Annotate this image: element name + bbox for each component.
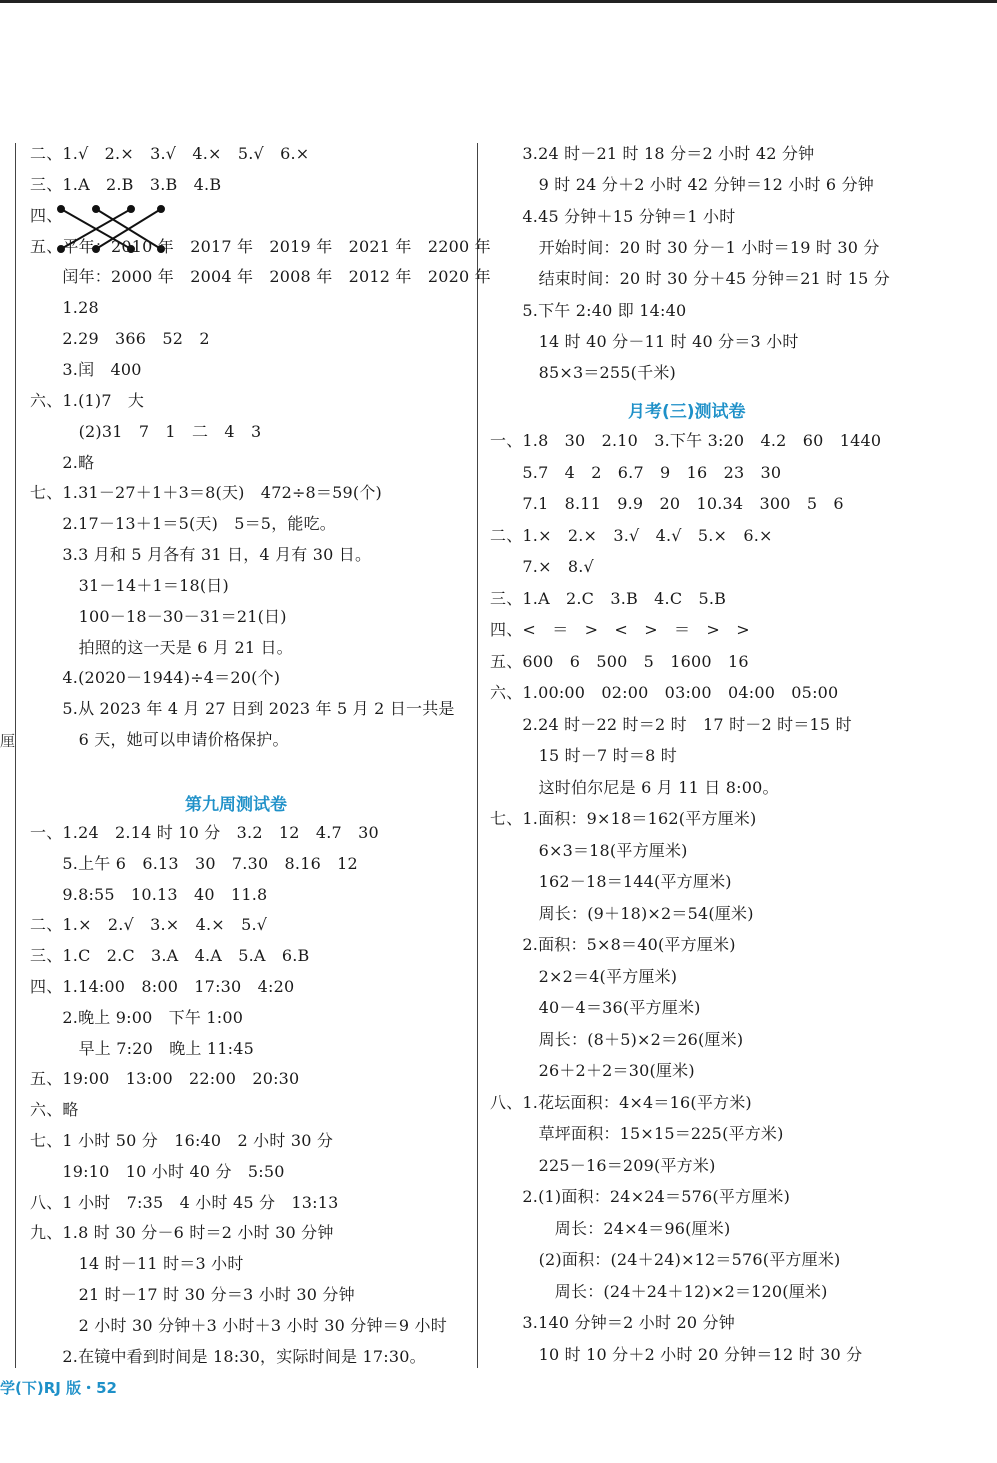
answer-line: 5.下午 2:40 即 14:40 bbox=[490, 300, 687, 320]
answer-line: 草坪面积：15×15＝225(平方米) bbox=[490, 1124, 784, 1143]
answer-line: 早上 7:20 晚上 11:45 bbox=[30, 1038, 255, 1058]
answer-line: 四、< ＝ > < > ＝ > > bbox=[490, 620, 750, 639]
answer-line: 一、1.8 30 2.10 3.下午 3:20 4.2 60 1440 bbox=[490, 431, 882, 450]
answer-line: 二、1.× 2.√ 3.× 4.× 5.√ bbox=[30, 915, 268, 935]
heading-monthly-test: 月考(三)测试卷 bbox=[628, 402, 746, 422]
top-rule bbox=[0, 0, 997, 3]
answer-line: 七、1.31－27＋1＋3＝8(天) 472÷8＝59(个) bbox=[30, 483, 382, 503]
answer-line: 2.在镜中看到时间是 18:30，实际时间是 17:30。 bbox=[30, 1346, 426, 1366]
answer-line: 周长：(9＋18)×2＝54(厘米) bbox=[490, 903, 754, 923]
answer-line: 开始时间：20 时 30 分－1 小时＝19 时 30 分 bbox=[490, 237, 880, 257]
answer-line: 3.3 月和 5 月各有 31 日，4 月有 30 日。 bbox=[30, 545, 372, 565]
answer-line: 2.晚上 9:00 下午 1:00 bbox=[30, 1007, 244, 1027]
answer-line: 六、1.(1)7 大 bbox=[30, 390, 145, 410]
answer-line: 周长：(24＋24＋12)×2＝120(厘米) bbox=[490, 1281, 828, 1301]
answer-line: 1.28 bbox=[30, 298, 99, 318]
answer-line: 10 时 10 分＋2 小时 20 分钟＝12 时 30 分 bbox=[490, 1344, 863, 1364]
edge-char: 厘 bbox=[0, 732, 16, 750]
answer-line: 结束时间：20 时 30 分＋45 分钟＝21 时 15 分 bbox=[490, 269, 890, 289]
answer-line: 6 天，她可以申请价格保护。 bbox=[30, 730, 289, 750]
answer-line: 四、 bbox=[30, 205, 63, 225]
answer-line: 3.24 时－21 时 18 分＝2 小时 42 分钟 bbox=[490, 144, 815, 163]
answer-line: 2 小时 30 分钟＋3 小时＋3 小时 30 分钟＝9 小时 bbox=[30, 1315, 447, 1335]
column-divider bbox=[477, 143, 478, 1368]
answer-line: 31－14＋1＝18(日) bbox=[30, 575, 229, 595]
answer-line: 六、1.00:00 02:00 03:00 04:00 05:00 bbox=[490, 683, 839, 702]
answer-line: 七、1.面积：9×18＝162(平方厘米) bbox=[490, 809, 757, 828]
answer-line: 七、1 小时 50 分 16:40 2 小时 30 分 bbox=[30, 1131, 334, 1150]
answer-line: 9.8:55 10.13 40 11.8 bbox=[30, 884, 268, 904]
answer-line: 14 时 40 分－11 时 40 分＝3 小时 bbox=[490, 331, 799, 351]
answer-line: 二、1.× 2.× 3.√ 4.√ 5.× 6.× bbox=[490, 525, 773, 545]
answer-line: 九、1.8 时 30 分－6 时＝2 小时 30 分钟 bbox=[30, 1223, 334, 1243]
answer-line: (2)31 7 1 二 4 3 bbox=[30, 421, 262, 441]
answer-line: 26＋2＋2＝30(厘米) bbox=[490, 1061, 695, 1080]
answer-line: 八、1.花坛面积：4×4＝16(平方米) bbox=[490, 1092, 752, 1112]
answer-line: 19:10 10 小时 40 分 5:50 bbox=[30, 1161, 285, 1181]
page-footer: 学(下)RJ 版・52 bbox=[0, 1379, 117, 1397]
answer-line: 7.1 8.11 9.9 20 10.34 300 5 6 bbox=[490, 494, 844, 513]
answer-line: 五、19:00 13:00 22:00 20:30 bbox=[30, 1069, 300, 1089]
answer-line: 3.140 分钟＝2 小时 20 分钟 bbox=[490, 1313, 735, 1332]
answer-line: 6×3＝18(平方厘米) bbox=[490, 840, 688, 860]
answer-line: 六、略 bbox=[30, 1100, 79, 1120]
answer-line: 100－18－30－31＝21(日) bbox=[30, 606, 287, 626]
answer-line: 三、1.A 2.B 3.B 4.B bbox=[30, 174, 222, 194]
answer-line: 85×3＝255(千米) bbox=[490, 363, 676, 383]
answer-line: 3.闰 400 bbox=[30, 359, 142, 379]
answer-line: 9 时 24 分＋2 小时 42 分钟＝12 小时 6 分钟 bbox=[490, 175, 874, 195]
answer-line: 八、1 小时 7:35 4 小时 45 分 13:13 bbox=[30, 1192, 339, 1212]
left-margin-rule bbox=[15, 143, 16, 1368]
answer-line: 2.(1)面积：24×24＝576(平方厘米) bbox=[490, 1187, 791, 1206]
answer-line: 三、1.C 2.C 3.A 4.A 5.A 6.B bbox=[30, 946, 310, 966]
answer-line: 5.从 2023 年 4 月 27 日到 2023 年 5 月 2 日一共是 bbox=[30, 699, 455, 719]
answer-line: 五、600 6 500 5 1600 16 bbox=[490, 651, 749, 671]
answer-line: 5.上午 6 6.13 30 7.30 8.16 12 bbox=[30, 853, 358, 873]
answer-line: 这时伯尔尼是 6 月 11 日 8:00。 bbox=[490, 777, 779, 797]
answer-line: 14 时－11 时＝3 小时 bbox=[30, 1254, 244, 1274]
answer-line: 40－4＝36(平方厘米) bbox=[490, 998, 701, 1017]
answer-line: 5.7 4 2 6.7 9 16 23 30 bbox=[490, 462, 782, 482]
answer-line: 二、1.√ 2.× 3.√ 4.× 5.√ 6.× bbox=[30, 144, 310, 163]
answer-line: 2×2＝4(平方厘米) bbox=[490, 966, 678, 986]
answer-line: 4.45 分钟＋15 分钟＝1 小时 bbox=[490, 206, 736, 226]
answer-line: 闰年：2000 年 2004 年 2008 年 2012 年 2020 年 bbox=[30, 267, 491, 287]
answer-line: 周长：24×4＝96(厘米) bbox=[490, 1218, 731, 1238]
answer-line: (2)面积：(24＋24)×12＝576(平方厘米) bbox=[490, 1250, 841, 1269]
answer-line: 2.略 bbox=[30, 452, 95, 472]
answer-line: 225－16＝209(平方米) bbox=[490, 1155, 716, 1175]
answer-line: 7.× 8.√ bbox=[490, 557, 594, 576]
answer-line: 2.29 366 52 2 bbox=[30, 329, 210, 349]
answer-line: 4.(2020－1944)÷4＝20(个) bbox=[30, 668, 281, 688]
answer-line: 周长：(8＋5)×2＝26(厘米) bbox=[490, 1029, 744, 1049]
answer-line: 15 时－7 时＝8 时 bbox=[490, 746, 677, 765]
answer-line: 拍照的这一天是 6 月 21 日。 bbox=[30, 637, 293, 657]
answer-line: 2.17－13＋1＝5(天) 5＝5，能吃。 bbox=[30, 514, 336, 534]
answer-line: 一、1.24 2.14 时 10 分 3.2 12 4.7 30 bbox=[30, 823, 379, 842]
answer-line: 21 时－17 时 30 分＝3 小时 30 分钟 bbox=[30, 1285, 355, 1304]
heading-week9: 第九周测试卷 bbox=[185, 795, 287, 815]
answer-line: 五、平年：2010 年 2017 年 2019 年 2021 年 2200 年 bbox=[30, 236, 491, 256]
answer-line: 2.面积：5×8＝40(平方厘米) bbox=[490, 935, 736, 954]
answer-line: 四、1.14:00 8:00 17:30 4:20 bbox=[30, 977, 295, 996]
answer-line: 162－18＝144(平方厘米) bbox=[490, 872, 732, 891]
answer-line: 2.24 时－22 时＝2 时 17 时－2 时＝15 时 bbox=[490, 714, 852, 734]
answer-line: 三、1.A 2.C 3.B 4.C 5.B bbox=[490, 588, 727, 608]
